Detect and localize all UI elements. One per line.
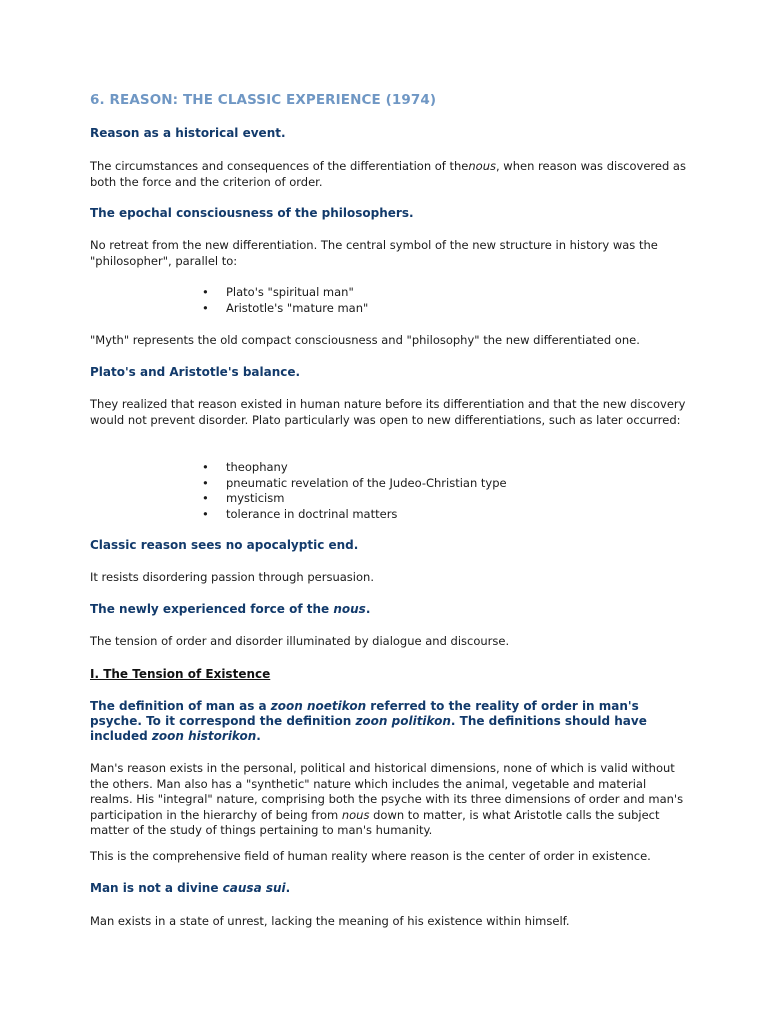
heading-text: . [285, 881, 291, 895]
paragraph-text: , when reason was discovered as both the force and the criterion of order. [90, 159, 686, 189]
heading-text: The definition of man as a [90, 699, 271, 713]
heading-force-of-nous [90, 602, 690, 617]
paragraph-circumstances [90, 159, 690, 190]
list-item: • mysticism [90, 491, 507, 507]
paragraph-resists: It resists disordering passion through persuasion. [90, 570, 374, 584]
italic-term: causa sui [222, 881, 286, 895]
heading-plato-aristotle-balance: Plato's and Aristotle's balance. [90, 365, 301, 379]
heading-reason-historical-event: Reason as a historical event. [90, 126, 286, 140]
italic-term: zoon politikon [355, 714, 451, 728]
italic-term: nous [468, 159, 496, 173]
document-title: 6. REASON: THE CLASSIC EXPERIENCE (1974) [90, 92, 437, 108]
paragraph-mans-reason [90, 761, 690, 839]
bullet-list-differentiations [90, 460, 507, 522]
list-item: • Aristotle's "mature man" [90, 301, 368, 317]
heading-tension-of-existence: I. The Tension of Existence [90, 667, 271, 681]
heading-text: Man is not a divine [90, 881, 223, 895]
heading-text: . [256, 729, 261, 743]
italic-term: zoon historikon [151, 729, 257, 743]
list-item: • tolerance in doctrinal matters [90, 507, 507, 523]
list-item: • pneumatic revelation of the Judeo-Christian type [90, 476, 507, 492]
heading-text: . The definitions should have included [90, 714, 647, 743]
paragraph-tension-order: The tension of order and disorder illuminated by dialogue and discourse. [90, 634, 510, 648]
heading-classic-reason: Classic reason sees no apocalyptic end. [90, 538, 359, 552]
heading-causa-sui [90, 881, 690, 896]
paragraph-text: Man's reason exists in the personal, political and historical dimensions, none of which is valid without the others. Man also has a "synthetic" nature which includes the animal, vegetable and material realms. His "integral" nature, comprising both the psyche with its three dimensions of order and man's participation in the hierarchy of being from [90, 761, 684, 822]
list-item: • theophany [90, 460, 507, 476]
bullet-list-philosopher-types [90, 285, 368, 316]
paragraph-no-retreat: No retreat from the new differentiation. The central symbol of the new structure in history was the "philosopher", parallel to: [90, 238, 658, 268]
heading-definition-of-man [90, 699, 690, 744]
italic-term: nous [341, 807, 370, 822]
paragraph-myth: "Myth" represents the old compact consciousness and "philosophy" the new differentiated one. [90, 333, 640, 347]
heading-text: The newly experienced force of the [90, 602, 334, 616]
heading-epochal-consciousness: The epochal consciousness of the philosophers. [90, 206, 414, 220]
italic-term: nous [333, 602, 366, 616]
heading-text: . [365, 602, 371, 616]
paragraph-text: down to matter, is what Aristotle calls the subject matter of the study of things pertaining to man's humanity. [90, 807, 660, 837]
italic-term: zoon noetikon [270, 699, 367, 713]
list-item: • Plato's "spiritual man" [90, 285, 368, 301]
paragraph-they-realized: They realized that reason existed in human nature before its differentiation and that the new discovery would not prevent disorder. Plato particularly was open to new differentiations, such as later occurred: [90, 397, 686, 427]
heading-text: referred to the reality of order in man's psyche. To it correspond the definition [90, 699, 639, 728]
paragraph-unrest: Man exists in a state of unrest, lacking the meaning of his existence within himself. [90, 914, 570, 928]
paragraph-text: The circumstances and consequences of the differentiation of the [90, 159, 469, 173]
paragraph-comprehensive-field: This is the comprehensive field of human reality where reason is the center of order in existence. [90, 849, 651, 863]
